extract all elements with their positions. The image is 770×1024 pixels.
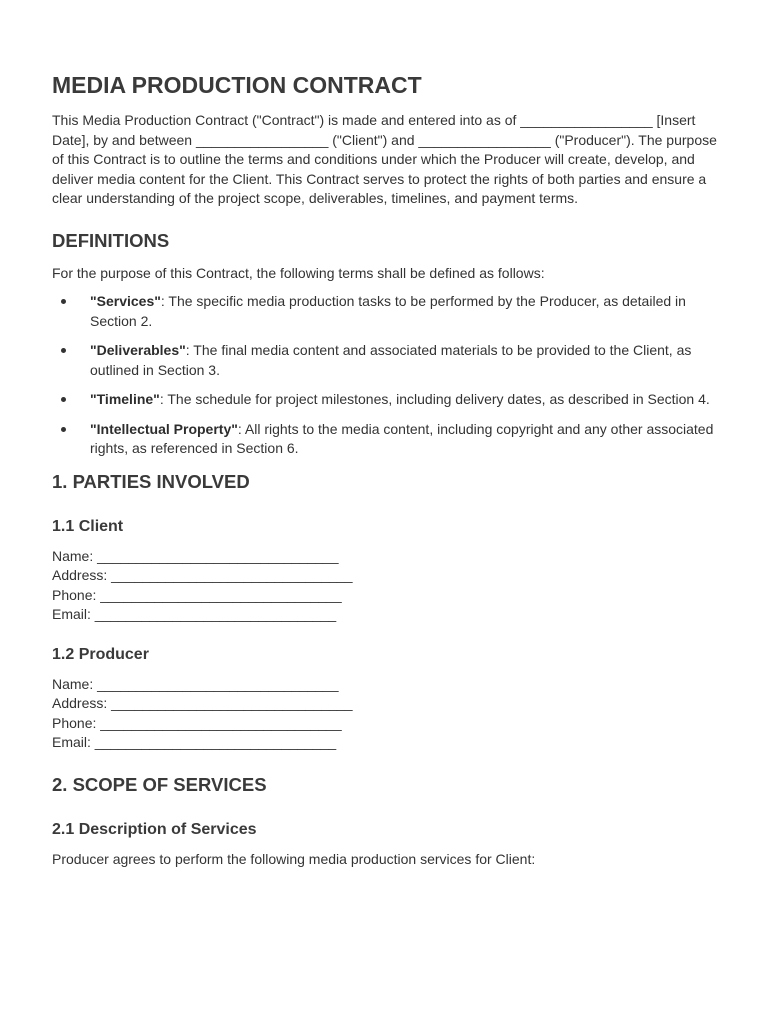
definitions-heading: DEFINITIONS [52, 229, 170, 251]
bullet-icon [61, 299, 66, 304]
producer-heading: 1.2 Producer [52, 645, 149, 663]
definitions-list [52, 292, 722, 459]
client-name-field[interactable]: Name: _______________________________ [52, 547, 339, 564]
description-heading: 2.1 Description of Services [52, 820, 257, 838]
document-title: MEDIA PRODUCTION CONTRACT [52, 72, 422, 98]
producer-email-field[interactable]: Email: _______________________________ [52, 734, 337, 750]
bullet-icon [61, 397, 66, 402]
client-heading: 1.1 Client [52, 517, 124, 535]
description-text: Producer agrees to perform the following media production services for Client: [52, 850, 536, 867]
scope-heading: 2. SCOPE OF SERVICES [52, 773, 267, 795]
definition-text: : The specific media production tasks to be performed by the Producer, as detailed in Section 2. [90, 293, 686, 329]
intro-paragraph: This Media Production Contract ("Contract") is made and entered into as of _________________ [Insert Date], by and between _________________ ("Client") and _________________ ("Producer"). The purpose of this Contract is to outline the terms and conditions under which the Producer will create, develop, and deliver media content for the Client. This Contract serves to protect the rights of both parties and ensure a clear understanding of the project scope, deliverables, timelines, and payment terms. [52, 112, 717, 206]
bullet-icon [61, 348, 66, 353]
parties-heading: 1. PARTIES INVOLVED [52, 470, 250, 492]
definition-term: "Deliverables" [90, 342, 186, 358]
definition-term: "Services" [90, 293, 161, 309]
definition-term: "Timeline" [90, 391, 160, 407]
client-fields [52, 547, 722, 625]
definition-item-intellectual-property [52, 420, 722, 459]
definition-text: : The schedule for project milestones, including delivery dates, as described in Section 4. [159, 391, 710, 407]
definition-item-services [52, 292, 722, 331]
definition-item-deliverables [52, 341, 722, 380]
client-phone-field[interactable]: Phone: _______________________________ [52, 586, 342, 603]
definition-text: : The final media content and associated materials to be provided to the Client, as outlined in Section 3. [90, 342, 692, 378]
client-email-field[interactable]: Email: _______________________________ [52, 606, 337, 622]
producer-address-field[interactable]: Address: _______________________________ [52, 695, 353, 711]
definition-item-timeline [52, 390, 722, 410]
producer-name-field[interactable]: Name: _______________________________ [52, 675, 339, 692]
client-address-field[interactable]: Address: _______________________________ [52, 567, 353, 583]
definitions-intro: For the purpose of this Contract, the following terms shall be defined as follows: [52, 264, 545, 281]
producer-phone-field[interactable]: Phone: _______________________________ [52, 714, 342, 731]
producer-fields [52, 675, 722, 753]
definition-text: : All rights to the media content, including copyright and any other associated rights, as referenced in Section 6. [90, 420, 714, 456]
definition-term: "Intellectual Property" [90, 420, 238, 437]
bullet-icon [61, 427, 66, 432]
contract-page [52, 70, 722, 869]
